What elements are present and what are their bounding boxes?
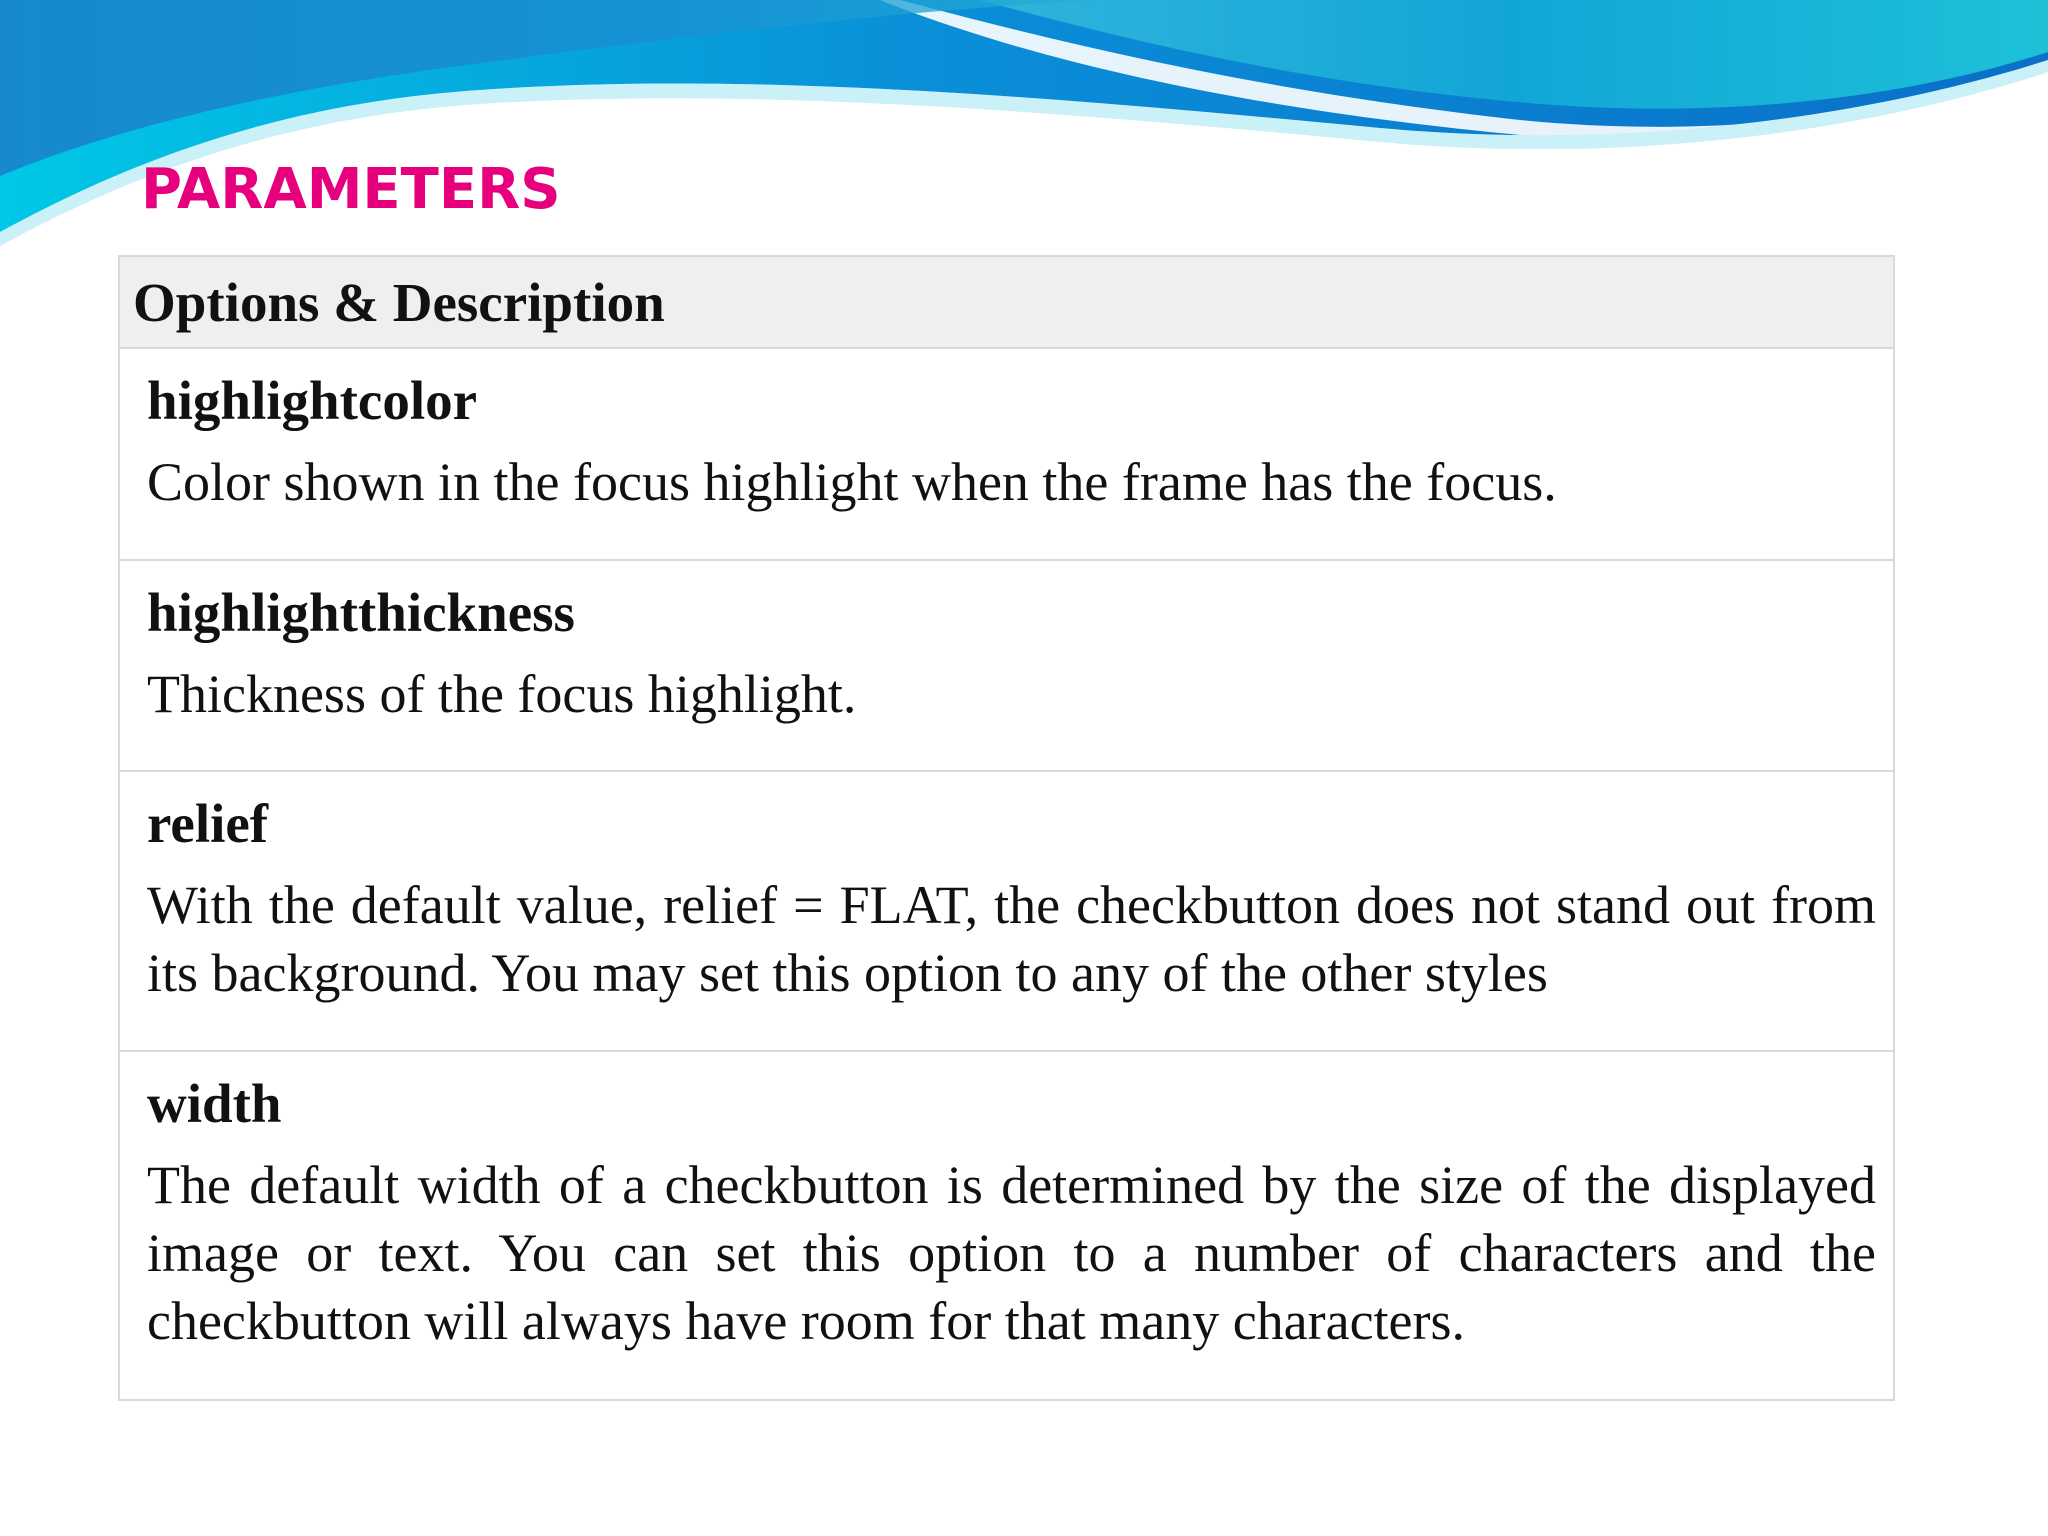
table-row: [120, 349, 1893, 561]
table-row: [120, 561, 1893, 772]
table-header: Options & Description: [120, 257, 1893, 349]
table-row: [120, 772, 1893, 1052]
option-name: highlightthickness: [147, 582, 575, 643]
option-name: width: [147, 1073, 282, 1134]
option-description: Thickness of the focus highlight.: [147, 664, 857, 724]
slide-title: PARAMETERS: [141, 157, 561, 222]
option-description: The default width of a checkbutton is determined by the size of the displayed image or text. You can set this option to a number of characters and the checkbutton will always have room for that many characters.: [147, 1155, 1876, 1351]
option-description: Color shown in the focus highlight when the frame has the focus.: [147, 452, 1557, 512]
option-name: relief: [147, 793, 269, 854]
option-name: highlightcolor: [147, 370, 478, 431]
table-row: [120, 1052, 1893, 1399]
option-description: With the default value, relief = FLAT, the checkbutton does not stand out from its background. You may set this option to any of the other styles: [147, 875, 1876, 1003]
options-table: [118, 255, 1895, 1401]
